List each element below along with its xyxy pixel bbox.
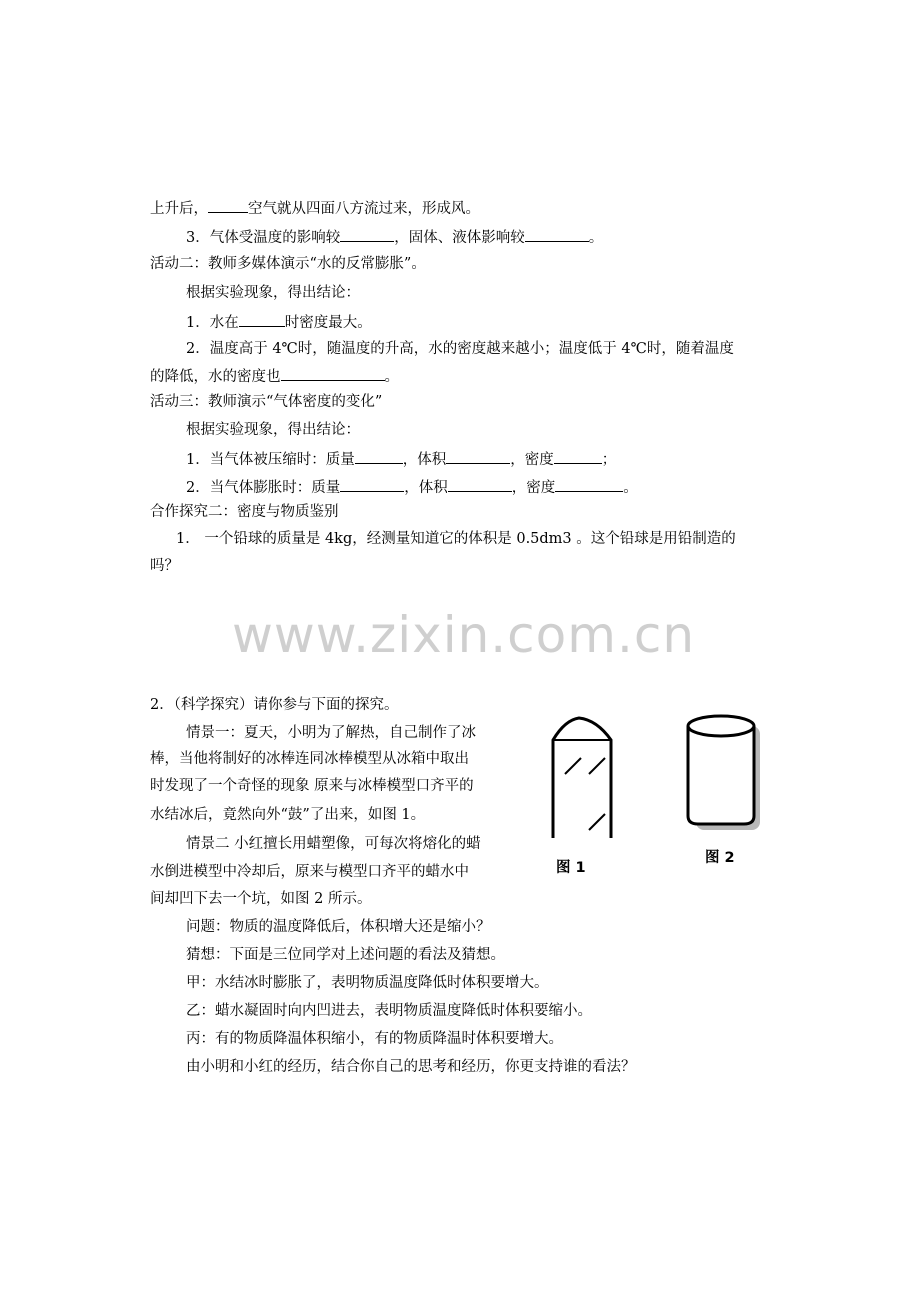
text-line: 丙：有的物质降温体积缩小，有的物质降温时体积要增大。 <box>186 1031 563 1047</box>
text-line: 的降低，水的密度也 。 <box>150 365 399 387</box>
text-line: 活动三：教师演示“气体密度的变化” <box>150 394 383 410</box>
figure-1-caption: 图 1 <box>556 860 586 876</box>
figure-2-caption: 图 2 <box>705 850 735 866</box>
text-line: 2．温度高于 4℃时，随温度的升高，水的密度越来越小；温度低于 4℃时，随着温度 <box>186 341 734 357</box>
figure-1-ice-mold <box>545 710 625 840</box>
figure-2-wax-mold <box>684 712 774 832</box>
answer-blank[interactable] <box>448 476 512 492</box>
text-line: 猜想：下面是三位同学对上述问题的看法及猜想。 <box>186 947 505 963</box>
text-line: 情景二 小红擅长用蜡塑像，可每次将熔化的蜡 <box>186 836 481 852</box>
text-line: 由小明和小红的经历，结合你自己的思考和经历，你更支持谁的看法？ <box>186 1059 636 1075</box>
text-line: 活动二：教师多媒体演示“水的反常膨胀”。 <box>150 256 426 272</box>
text-line: 棒，当他将制好的冰棒连同冰棒模型从冰箱中取出 <box>150 751 469 767</box>
answer-blank[interactable] <box>446 448 510 464</box>
text-line: 间却凹下去一个坑，如图 2 所示。 <box>150 891 372 907</box>
text-line: 情景一：夏天，小明为了解热，自己制作了冰 <box>186 725 476 741</box>
text-line: 乙：蜡水凝固时向内凹进去，表明物质温度降低时体积要缩小。 <box>186 1003 592 1019</box>
text-line: 甲：水结冰时膨胀了，表明物质温度降低时体积要增大。 <box>186 975 549 991</box>
answer-blank[interactable] <box>355 448 403 464</box>
watermark: www.zixin.com.cn <box>232 606 696 664</box>
answer-blank[interactable] <box>239 311 285 327</box>
text-line: 上升后， 空气就从四面八方流过来，形成风。 <box>150 197 480 219</box>
answer-blank[interactable] <box>554 448 602 464</box>
text-line: 1． 一个铅球的质量是 4kg，经测量知道它的体积是 0.5dm3 。这个铅球是用铅制造的 <box>176 531 736 547</box>
text-line: 水倒进模型中冷却后，原来与模型口齐平的蜡水中 <box>150 864 469 880</box>
text-line: 合作探究二：密度与物质鉴别 <box>150 504 339 520</box>
answer-blank[interactable] <box>340 476 404 492</box>
answer-blank[interactable] <box>281 365 385 381</box>
text-line: 1．当气体被压缩时：质量 ，体积 ，密度 ； <box>186 448 616 470</box>
text-line: 问题：物质的温度降低后，体积增大还是缩小？ <box>186 919 491 935</box>
text-line: 水结冰后，竟然向外“鼓”了出来，如图 1。 <box>150 807 426 823</box>
answer-blank[interactable] <box>525 226 589 242</box>
text-line: 吗？ <box>150 558 179 574</box>
answer-blank[interactable] <box>340 226 394 242</box>
text-line: 2．当气体膨胀时：质量 ，体积 ，密度 。 <box>186 476 638 498</box>
text-line: 根据实验现象，得出结论： <box>186 422 360 438</box>
text-line: 时发现了一个奇怪的现象 原来与冰棒模型口齐平的 <box>150 778 474 794</box>
text-line: 3．气体受温度的影响较 ，固体、液体影响较 。 <box>186 226 603 248</box>
text-line: 2．（科学探究）请你参与下面的探究。 <box>150 697 399 713</box>
text-line: 1．水在 时密度最大。 <box>186 311 372 333</box>
answer-blank[interactable] <box>555 476 623 492</box>
answer-blank[interactable] <box>208 197 248 213</box>
text-line: 根据实验现象，得出结论： <box>186 285 360 301</box>
